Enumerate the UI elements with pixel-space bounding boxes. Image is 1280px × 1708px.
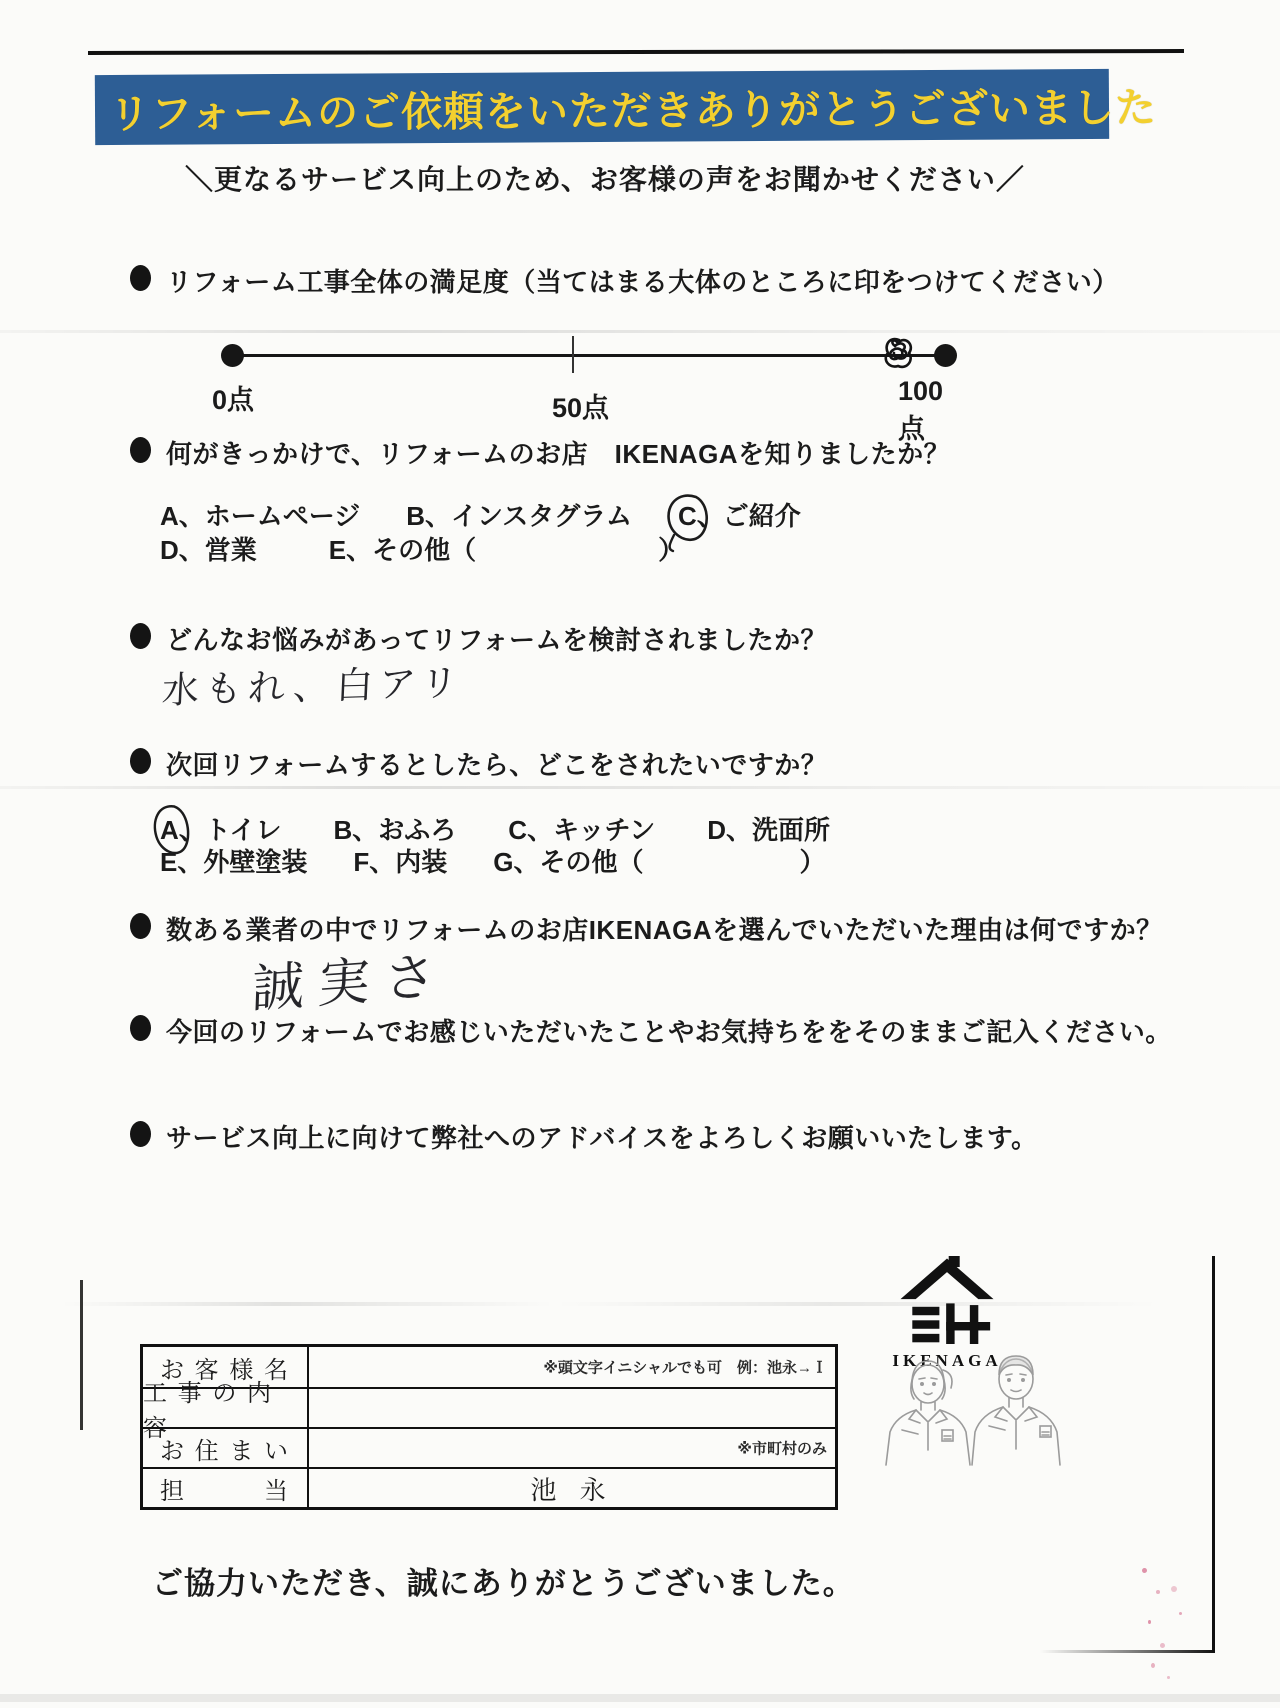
ink-speck: [1148, 1620, 1151, 1624]
option-homepage: A、ホームページ: [160, 501, 361, 531]
fold-line: [0, 330, 1280, 333]
question-impression: [130, 1012, 1172, 1049]
handwritten-scribble-mark: [878, 332, 920, 381]
question-next-reform: [130, 745, 827, 782]
table-label-customer-name: お 客 様 名: [143, 1347, 309, 1387]
scan-edge-bottom: [0, 1694, 1280, 1702]
option-interior: F、内装: [353, 847, 448, 877]
subtitle: ＼更なるサービス向上のため、お客様の声をお聞かせください／: [185, 164, 1025, 195]
ink-speck: [1142, 1568, 1147, 1573]
page-title: リフォームのご依頼をいただきありがとうございました: [108, 84, 1158, 137]
footer-thanks: ご協力いただき、誠にありがとうございました。: [152, 1566, 855, 1601]
house-logo-icon: [899, 1331, 995, 1348]
option-toilet-selected: A 、トイレ: [160, 810, 281, 847]
scale-line: [230, 354, 948, 357]
question-impression-label: 今回のリフォームでお感じいただいたことやお気持ちををそのままご記入ください。: [166, 1017, 1172, 1047]
handwritten-answer-reason: 誠実さ: [250, 945, 451, 1021]
brand-name: IKENAGA: [892, 1351, 1002, 1370]
question-source-label: 何がきっかけで、リフォームのお店 IKENAGAを知りましたか？: [166, 439, 951, 469]
scale-label-0: 0点: [212, 385, 255, 415]
table-value-work-content: [309, 1387, 835, 1427]
option-other2: G、その他（ ）: [493, 847, 826, 877]
option-referral-selected: C 、ご紹介: [678, 496, 801, 533]
scale-endpoint-max: [934, 344, 957, 367]
ink-speck: [1156, 1590, 1160, 1594]
bullet-icon: [130, 1121, 151, 1147]
staff-illustration: [846, 1352, 1096, 1472]
question-satisfaction: [130, 262, 1119, 299]
scan-edge-top: [88, 49, 1184, 55]
fold-line: [0, 786, 1280, 789]
option-bath: B、おふろ: [333, 815, 457, 845]
table-label-work-content: 工 事 の 内 容: [143, 1387, 309, 1427]
ink-speck: [1160, 1643, 1165, 1648]
ink-speck: [1171, 1586, 1177, 1592]
question-advice-label: サービス向上に向けて弊社へのアドバイスをよろしくお願いいたします。: [166, 1123, 1038, 1153]
bullet-icon: [130, 1015, 151, 1041]
scale-midpoint-tick: [572, 336, 574, 373]
question-source: [130, 434, 950, 471]
table-label-staff: 担 当: [143, 1467, 309, 1507]
table-value-customer-name: [309, 1347, 835, 1387]
scan-edge-bottom-right: [1040, 1650, 1215, 1653]
scale-label-50: 50点: [552, 393, 610, 423]
bullet-icon: [130, 748, 151, 774]
bullet-icon: [130, 265, 151, 291]
header-banner: [95, 69, 1158, 145]
option-exterior-paint: E、外壁塗装: [160, 847, 308, 877]
table-label-residence: お 住 ま い: [143, 1427, 309, 1467]
question-advice: [130, 1118, 1038, 1155]
option-instagram: B、インスタグラム: [406, 501, 633, 531]
question-satisfaction-label: リフォーム工事全体の満足度（当てはまる大体のところに印をつけてください）: [166, 267, 1119, 297]
question-next-reform-label: 次回リフォームするとしたら、どこをされたいですか？: [166, 750, 828, 780]
question-source-options-row2: [160, 530, 684, 567]
option-kitchen: C、キッチン: [508, 815, 656, 845]
question-source-options-row1: [160, 496, 801, 533]
bullet-icon: [130, 913, 151, 939]
table-note-initial-ok: ※頭文字イニシャルでも可 例：池永→Ｉ: [543, 1359, 827, 1377]
bullet-icon: [130, 437, 151, 463]
ink-speck: [1151, 1663, 1155, 1668]
scale-endpoint-min: [221, 344, 244, 367]
bullet-icon: [130, 623, 151, 649]
question-concern-label: どんなお悩みがあってリフォームを検討されましたか？: [166, 625, 827, 655]
question-reason-label: 数ある業者の中でリフォームのお店IKENAGAを選んでいただいた理由は何ですか？: [166, 915, 1163, 945]
question-concern: [130, 620, 827, 657]
scan-edge-right: [1212, 1256, 1215, 1652]
ink-speck: [1167, 1676, 1170, 1679]
option-other: E、その他（ ）: [328, 535, 685, 565]
scale-label-100: 100点: [898, 376, 944, 444]
table-value-residence: [309, 1427, 835, 1467]
question-reason: [130, 910, 1163, 947]
option-sales: D、営業: [160, 535, 257, 565]
table-note-municipality-only: ※市町村のみ: [737, 1440, 827, 1458]
ink-speck: [1179, 1612, 1182, 1615]
table-value-staff: 池 永: [309, 1467, 835, 1507]
question-next-options-row2: [160, 842, 826, 879]
satisfaction-scale: [212, 338, 948, 444]
option-washroom: D、洗面所: [707, 815, 831, 845]
handwritten-answer-concern: 水もれ、白アリ: [160, 661, 465, 712]
customer-info-table: [140, 1344, 838, 1510]
